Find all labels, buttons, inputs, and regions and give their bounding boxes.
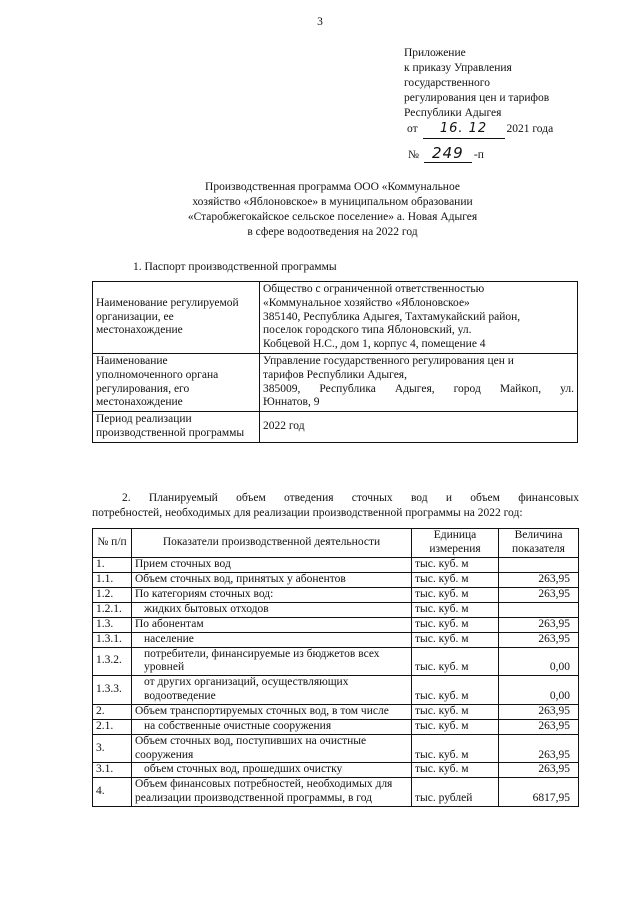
section2-heading-line: 2. Планируемый объем отведения сточных вод и объем финансовых bbox=[122, 492, 579, 504]
cell-value: 6817,95 bbox=[499, 778, 579, 807]
passport-value bbox=[260, 282, 578, 354]
appendix-line: Республики Адыгея bbox=[404, 106, 502, 119]
cell-unit: тыс. куб. м bbox=[412, 557, 499, 572]
cell-num: 3. bbox=[93, 734, 132, 763]
page-number: 3 bbox=[317, 16, 323, 28]
cell-num: 1.3.1. bbox=[93, 632, 132, 647]
cell-num: 1.3.3. bbox=[93, 676, 132, 705]
table-row bbox=[93, 778, 579, 807]
column-header: Показатели производственной деятельности bbox=[132, 529, 412, 558]
cell-value: 263,95 bbox=[499, 572, 579, 587]
section2-heading-line: потребностей, необходимых для реализации производственной программы на 2022 год: bbox=[92, 506, 523, 519]
cell-num: 1.2. bbox=[93, 587, 132, 602]
cell-value bbox=[499, 557, 579, 572]
number-handwritten: 249 bbox=[424, 144, 472, 163]
table-row bbox=[93, 676, 579, 705]
cell-unit: тыс. куб. м bbox=[412, 704, 499, 719]
number-suffix: -п bbox=[473, 149, 484, 161]
cell-unit: тыс. рублей bbox=[412, 778, 499, 807]
appendix-line: Приложение bbox=[404, 47, 466, 59]
cell-value: 0,00 bbox=[499, 647, 579, 676]
section1-heading: 1. Паспорт производственной программы bbox=[133, 261, 337, 273]
cell-name: население bbox=[132, 632, 412, 647]
value-line: Управление государственного регулирования цен и bbox=[263, 354, 514, 367]
cell-unit: тыс. куб. м bbox=[412, 647, 499, 676]
passport-label: Наименование регулируемой организации, ее местонахождение bbox=[93, 282, 260, 354]
column-header: № п/п bbox=[93, 529, 132, 558]
table-row bbox=[93, 572, 579, 587]
table-row bbox=[93, 632, 579, 647]
cell-value: 263,95 bbox=[499, 763, 579, 778]
value-line: Кобцевой Н.С., дом 1, корпус 4, помещение 4 bbox=[263, 338, 486, 351]
date-handwritten: 16. 12 bbox=[423, 121, 505, 139]
cell-num: 1.1. bbox=[93, 572, 132, 587]
cell-unit: тыс. куб. м bbox=[412, 734, 499, 763]
table-row bbox=[93, 557, 579, 572]
appendix-date bbox=[404, 121, 614, 139]
cell-name: Объем сточных вод, поступивших на очистные сооружения bbox=[132, 734, 412, 763]
cell-unit: тыс. куб. м bbox=[412, 617, 499, 632]
title-line: в сфере водоотведения на 2022 год bbox=[247, 225, 418, 238]
table-row bbox=[93, 734, 579, 763]
indicators-table bbox=[92, 528, 579, 807]
cell-name: потребители, финансируемые из бюджетов всех уровней bbox=[132, 647, 412, 676]
cell-unit: тыс. куб. м bbox=[412, 602, 499, 617]
cell-num: 1. bbox=[93, 557, 132, 572]
number-prefix: № bbox=[408, 149, 419, 161]
value-line: Общество с ограниченной ответственностью bbox=[263, 283, 485, 295]
order-number bbox=[408, 144, 484, 163]
cell-name: По абонентам bbox=[132, 617, 412, 632]
table-row bbox=[93, 704, 579, 719]
date-suffix: 2021 года bbox=[506, 122, 554, 135]
value-line: 385140, Республика Адыгея, Тахтамукайский район, bbox=[263, 310, 521, 323]
table-header-row bbox=[93, 529, 579, 558]
date-prefix: от bbox=[407, 122, 418, 135]
cell-unit: тыс. куб. м bbox=[412, 763, 499, 778]
value-line: «Коммунальное хозяйство «Яблоновское» bbox=[263, 296, 470, 309]
cell-value: 263,95 bbox=[499, 704, 579, 719]
column-header: Единица измерения bbox=[412, 529, 499, 558]
table-row bbox=[93, 282, 578, 354]
cell-num: 3.1. bbox=[93, 763, 132, 778]
appendix-line: государственного bbox=[404, 76, 490, 89]
appendix-line: к приказу Управления bbox=[404, 61, 512, 74]
cell-name: от других организаций, осуществляющих водоотведение bbox=[132, 676, 412, 705]
passport-table bbox=[92, 281, 578, 443]
cell-name: Объем финансовых потребностей, необходимых для реализации производственной программы, в год bbox=[132, 778, 412, 807]
cell-name: объем сточных вод, прошедших очистку bbox=[132, 763, 412, 778]
appendix-line: регулирования цен и тарифов bbox=[404, 91, 550, 104]
cell-num: 2. bbox=[93, 704, 132, 719]
passport-value bbox=[260, 412, 578, 443]
cell-value: 263,95 bbox=[499, 719, 579, 734]
cell-name: на собственные очистные сооружения bbox=[132, 719, 412, 734]
cell-name: жидких бытовых отходов bbox=[132, 602, 412, 617]
cell-num: 1.2.1. bbox=[93, 602, 132, 617]
table-row bbox=[93, 587, 579, 602]
cell-unit: тыс. куб. м bbox=[412, 632, 499, 647]
table-body bbox=[93, 557, 579, 806]
table-row bbox=[93, 602, 579, 617]
cell-value: 0,00 bbox=[499, 676, 579, 705]
cell-name: По категориям сточных вод: bbox=[132, 587, 412, 602]
column-header: Величина показателя bbox=[499, 529, 579, 558]
cell-unit: тыс. куб. м bbox=[412, 676, 499, 705]
table-row bbox=[93, 412, 578, 443]
table-row bbox=[93, 647, 579, 676]
value-line: поселок городского типа Яблоновский, ул. bbox=[263, 324, 472, 337]
cell-name: Объем сточных вод, принятых у абонентов bbox=[132, 572, 412, 587]
cell-num: 1.3.2. bbox=[93, 647, 132, 676]
title-line: Производственная программа ООО «Коммунальное bbox=[205, 181, 460, 193]
document-title bbox=[130, 180, 535, 240]
cell-value: 263,95 bbox=[499, 734, 579, 763]
passport-label: Наименование уполномоченного органа регулирования, его местонахождение bbox=[93, 353, 260, 411]
cell-name: Объем транспортируемых сточных вод, в том числе bbox=[132, 704, 412, 719]
cell-name: Прием сточных вод bbox=[132, 557, 412, 572]
passport-label: Период реализации производственной программы bbox=[93, 412, 260, 443]
cell-unit: тыс. куб. м bbox=[412, 587, 499, 602]
value-line: 385009, Республика Адыгея, город Майкоп, ул. bbox=[263, 382, 574, 395]
table-row bbox=[93, 353, 578, 411]
cell-unit: тыс. куб. м bbox=[412, 572, 499, 587]
cell-value: 263,95 bbox=[499, 617, 579, 632]
value-line: Юннатов, 9 bbox=[263, 396, 320, 409]
cell-unit: тыс. куб. м bbox=[412, 719, 499, 734]
cell-value bbox=[499, 602, 579, 617]
title-line: хозяйство «Яблоновское» в муниципальном образовании bbox=[192, 195, 473, 208]
cell-num: 1.3. bbox=[93, 617, 132, 632]
title-line: «Старобжегокайское сельское поселение» а. Новая Адыгея bbox=[187, 210, 478, 223]
cell-num: 4. bbox=[93, 778, 132, 807]
table-row bbox=[93, 617, 579, 632]
table-row bbox=[93, 719, 579, 734]
cell-num: 2.1. bbox=[93, 719, 132, 734]
appendix-block bbox=[404, 46, 614, 139]
cell-value: 263,95 bbox=[499, 587, 579, 602]
cell-value: 263,95 bbox=[499, 632, 579, 647]
table-row bbox=[93, 763, 579, 778]
section2-heading bbox=[92, 491, 579, 521]
value-line: тарифов Республики Адыгея, bbox=[263, 368, 407, 381]
passport-value bbox=[260, 353, 578, 411]
value-line: 2022 год bbox=[263, 420, 305, 433]
